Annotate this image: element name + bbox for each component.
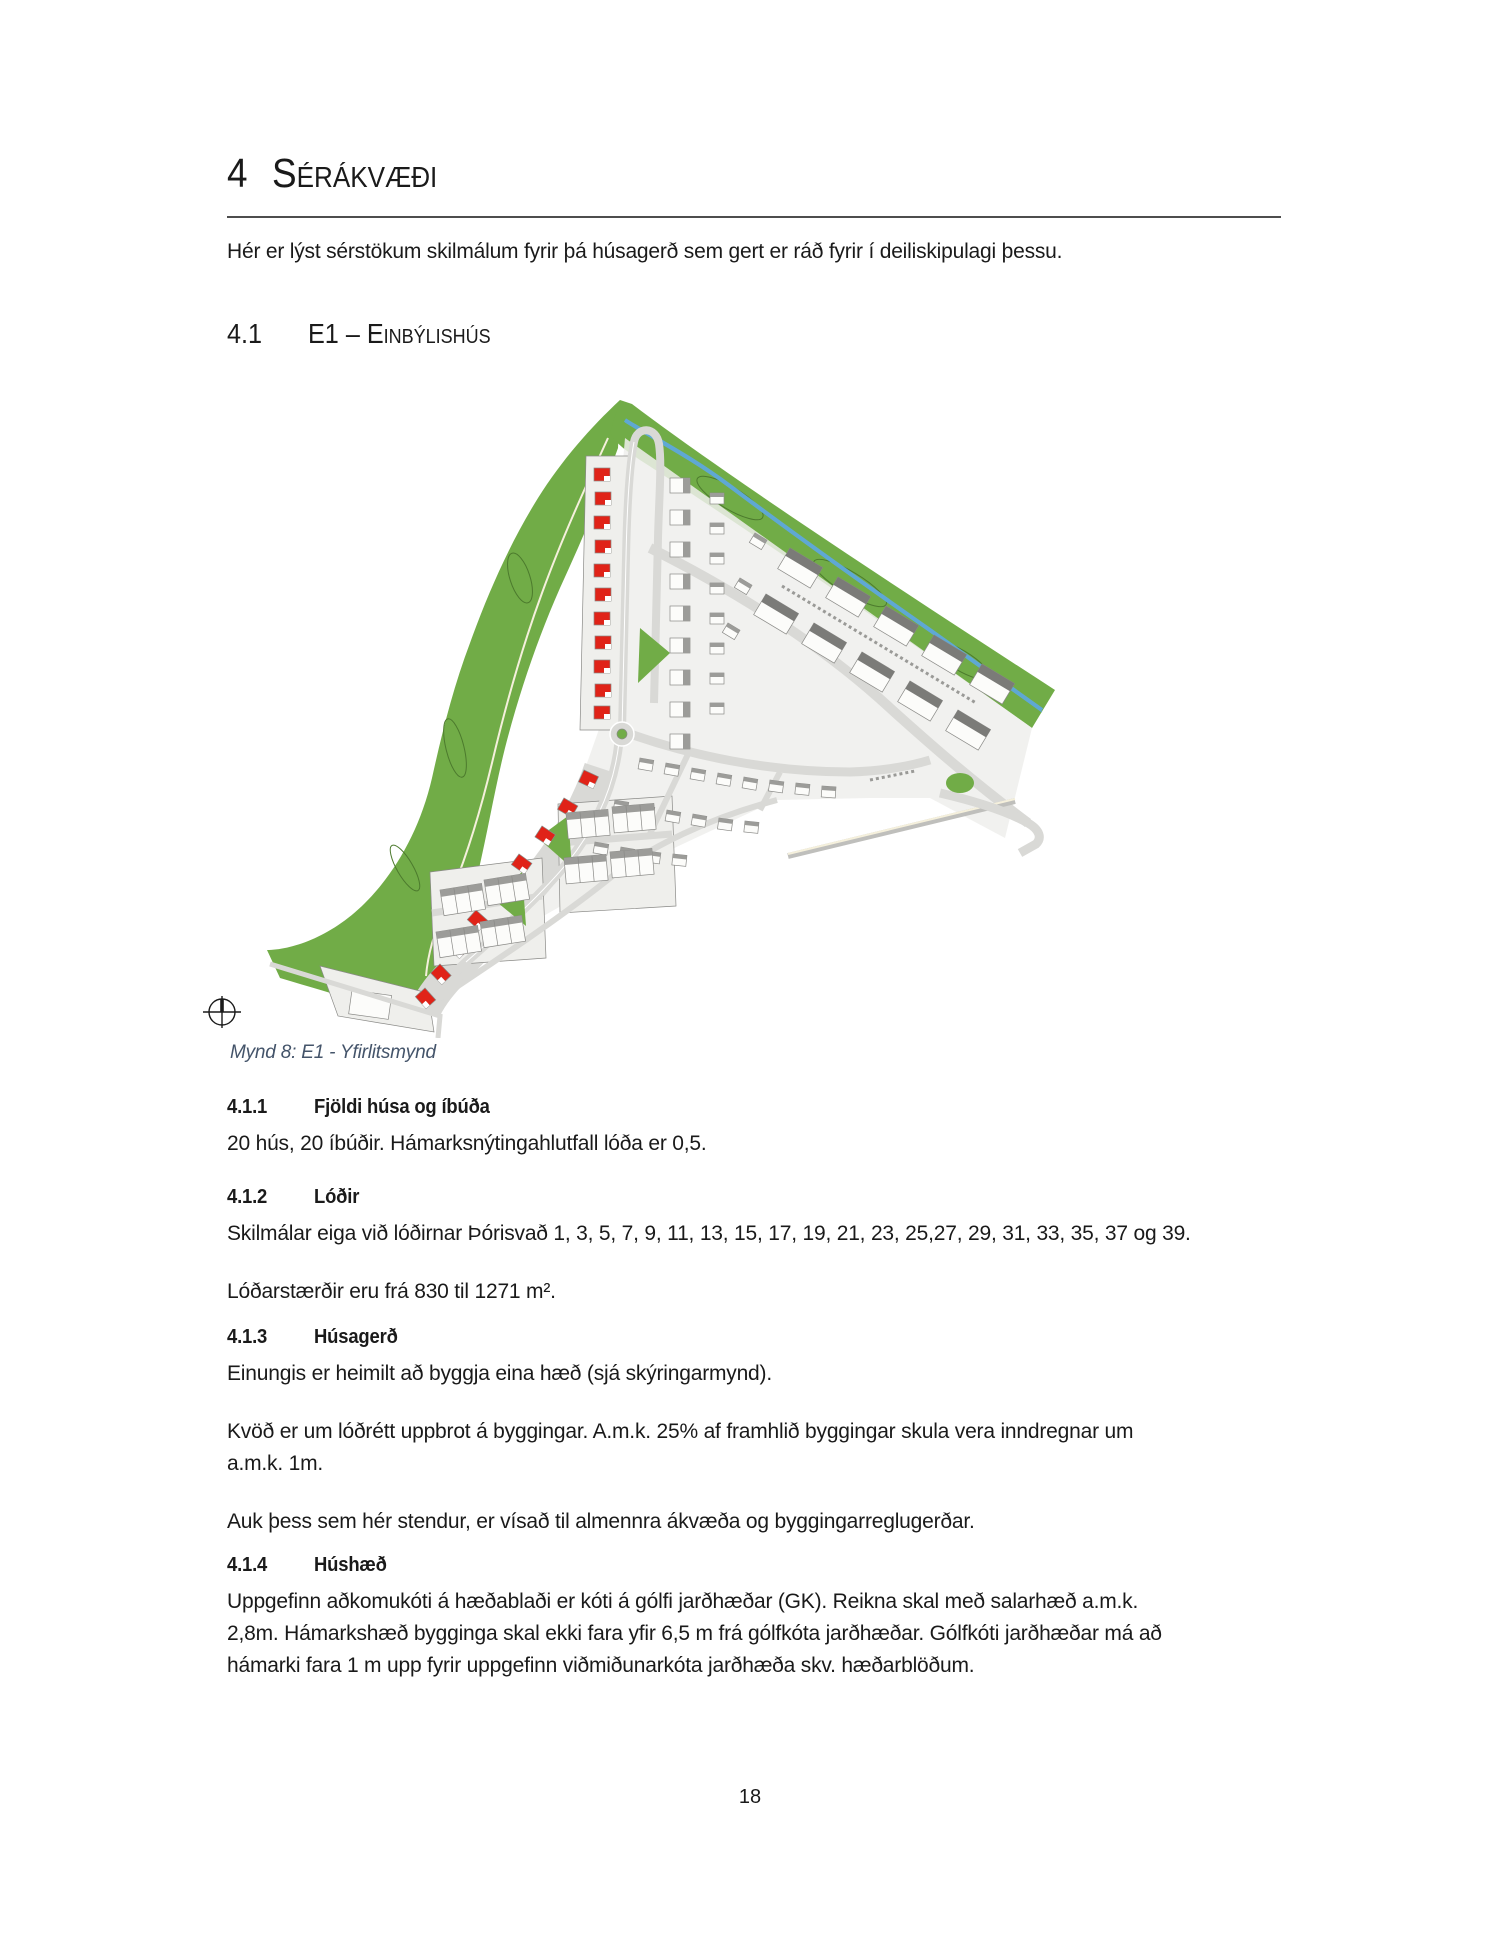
paragraph: Auk þess sem hér stendur, er vísað til almennra ákvæða og byggingarreglugerðar.	[227, 1510, 975, 1533]
section-title: Húshæð	[314, 1553, 387, 1576]
heading-2	[227, 318, 1281, 350]
intro-paragraph: Hér er lýst sérstökum skilmálum fyrir þá húsagerð sem gert er ráð fyrir í deiliskipulagi þessu.	[227, 240, 1063, 263]
heading-1	[227, 150, 1281, 197]
section-heading	[227, 1094, 1287, 1120]
section-number: 4.1.1	[227, 1095, 268, 1118]
section-4-1-3	[227, 1324, 1287, 1564]
section-title: Lóðir	[314, 1185, 360, 1208]
section-4-1-1	[227, 1094, 1287, 1186]
green-patch-east	[946, 773, 974, 793]
site-plan-map	[170, 398, 1090, 1038]
heading-2-title: E1 – Einbýlishús	[308, 318, 491, 349]
section-4-1-4	[227, 1552, 1287, 1708]
house-column-1	[670, 478, 690, 749]
north-arrow-icon	[203, 996, 241, 1028]
paragraph: 20 hús, 20 íbúðir. Hámarksnýtingahlutfall lóða er 0,5.	[227, 1132, 707, 1155]
section-heading	[227, 1184, 1287, 1210]
paragraph: Einungis er heimilt að byggja eina hæð (sjá skýringarmynd).	[227, 1362, 772, 1385]
heading-1-title: Sérákvæði	[272, 150, 438, 196]
heading-1-number: 4	[227, 150, 248, 196]
figure-caption: Mynd 8: E1 - Yfirlitsmynd	[230, 1042, 436, 1063]
path-straight	[788, 801, 1015, 856]
paragraph: Uppgefinn aðkomukóti á hæðablaði er kóti á gólfi jarðhæðar (GK). Reikna skal með salarhæð a.m.k. 2,8m. Hámarkshæð bygginga skal ekki fara yfir 6,5 m frá gólfkóta jarðhæðar. Gólfkóti jarðhæðar má að hámarki fara 1 m upp fyrir uppgefinn viðmiðunarkóta jarðhæða skv. hæðarblöðum.	[227, 1590, 1162, 1677]
paragraph: Lóðarstærðir eru frá 830 til 1271 m².	[227, 1280, 556, 1303]
section-heading	[227, 1324, 1287, 1350]
heading-rule	[227, 216, 1281, 218]
paragraph: Kvöð er um lóðrétt uppbrot á byggingar. A.m.k. 25% af framhlið byggingar skula vera inndregnar um a.m.k. 1m.	[227, 1420, 1134, 1475]
page-number: 18	[738, 1786, 762, 1808]
section-number: 4.1.4	[227, 1553, 268, 1576]
section-title: Húsagerð	[314, 1325, 398, 1348]
section-number: 4.1.3	[227, 1325, 268, 1348]
section-4-1-2	[227, 1184, 1287, 1334]
section-title: Fjöldi húsa og íbúða	[314, 1095, 490, 1118]
heading-2-number: 4.1	[227, 318, 263, 349]
section-number: 4.1.2	[227, 1185, 268, 1208]
paragraph: Skilmálar eiga við lóðirnar Þórisvað 1, 3, 5, 7, 9, 11, 13, 15, 17, 19, 21, 23, 25,27, 29, 31, 33, 35, 37 og 39.	[227, 1222, 1191, 1245]
section-heading	[227, 1552, 1287, 1578]
